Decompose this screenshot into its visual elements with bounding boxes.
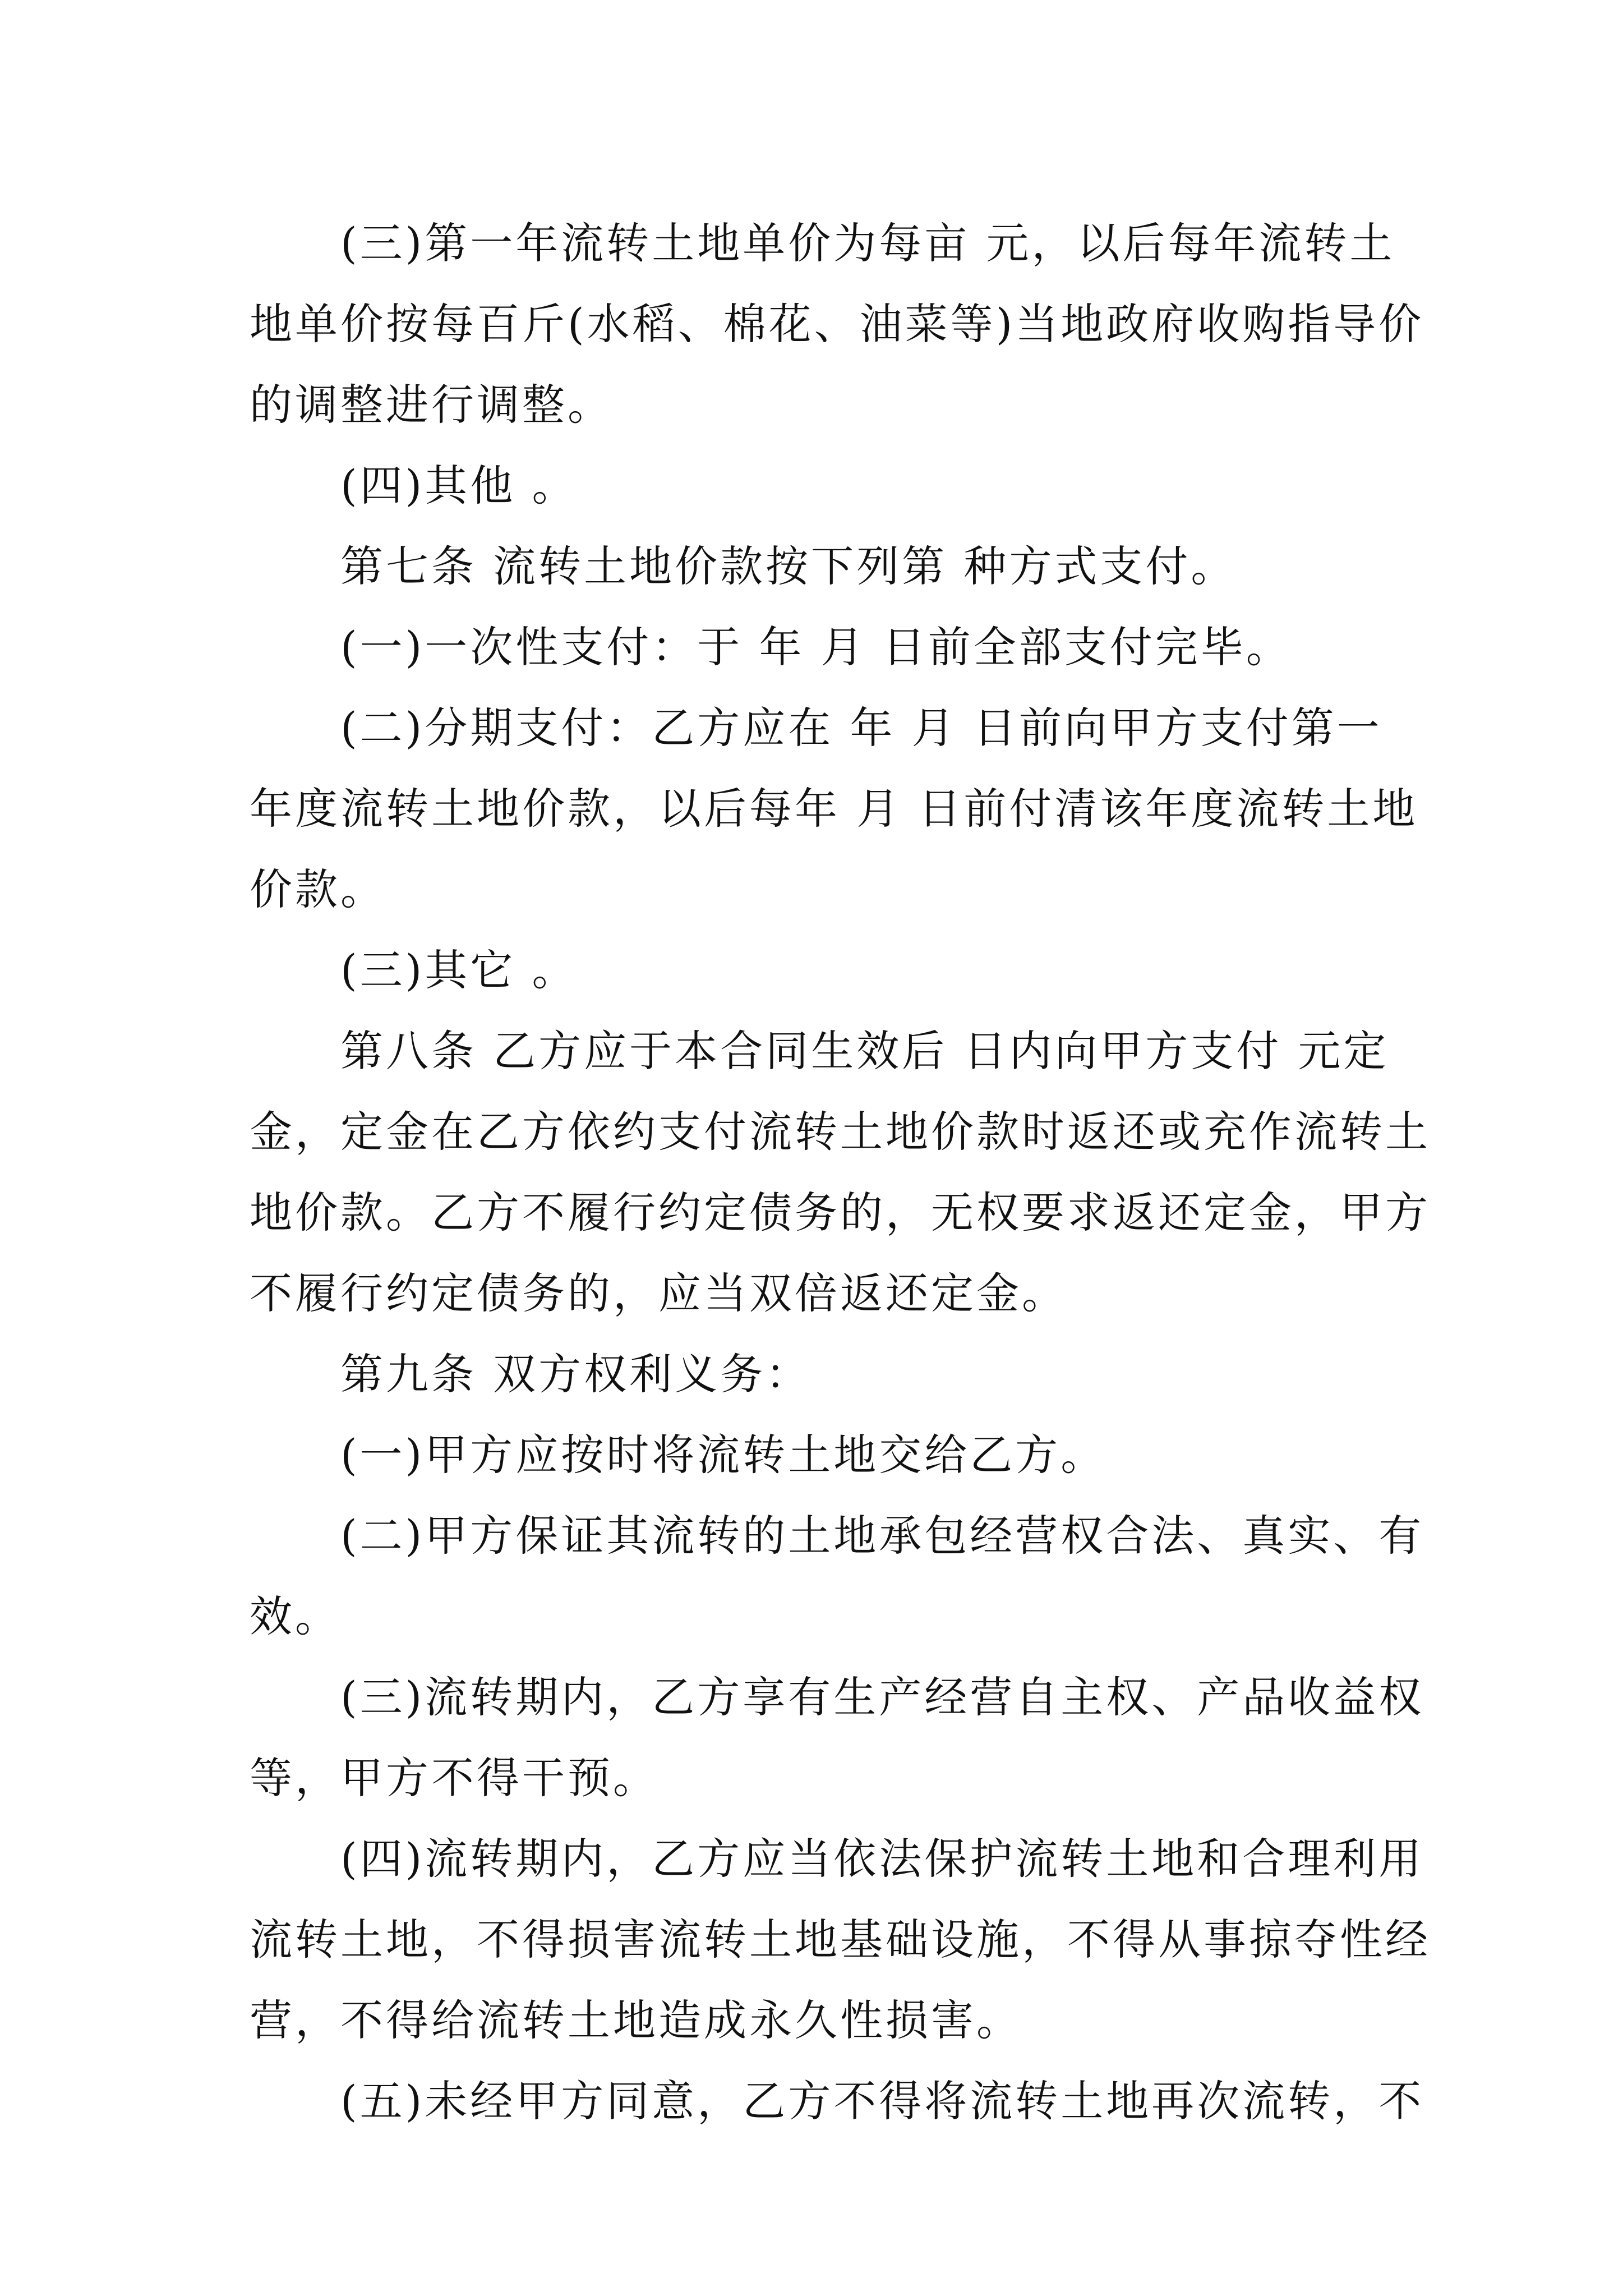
paragraph-right-3 — [250, 1657, 1424, 1819]
paragraph-unit-price — [250, 203, 1424, 445]
text-line: 地单价按每百斤(水稻、棉花、油菜等)当地政府收购指导价 — [250, 299, 1424, 349]
paragraph-other-3 — [250, 930, 1388, 1011]
text-line: 第八条 乙方应于本合同生效后 日内向甲方支付 元定 — [340, 1026, 1389, 1076]
text-line: (二)分期支付：乙方应在 年 月 日前向甲方支付第一 — [340, 703, 1382, 753]
text-line: (三)第一年流转土地单价为每亩 元，以后每年流转土 — [340, 218, 1395, 268]
text-line: (一)一次性支付：于 年 月 日前全部支付完毕。 — [340, 622, 1292, 672]
text-line: (四)其他 。 — [340, 461, 578, 510]
text-line: 流转土地，不得损害流转土地基础设施，不得从事掠夺性经 — [250, 1915, 1431, 1964]
text-line: 第九条 双方权利义务： — [340, 1349, 811, 1399]
text-line: (五)未经甲方同意，乙方不得将流转土地再次流转，不 — [340, 2076, 1424, 2126]
paragraph-other-4 — [250, 445, 1388, 526]
paragraph-right-5 — [250, 2061, 1424, 2142]
paragraph-right-1 — [250, 1415, 1388, 1496]
text-line: 营，不得给流转土地造成永久性损害。 — [250, 1995, 1022, 2045]
text-line: 等，甲方不得干预。 — [250, 1753, 658, 1803]
document-body — [250, 203, 1431, 2142]
text-line: 效。 — [250, 1591, 340, 1641]
text-line: (三)其它 。 — [340, 945, 578, 995]
paragraph-article-9 — [250, 1334, 1388, 1415]
text-line: (二)甲方保证其流转的土地承包经营权合法、真实、有 — [340, 1511, 1424, 1561]
text-line: 的调整进行调整。 — [250, 380, 613, 430]
paragraph-right-4 — [250, 1819, 1431, 2061]
paragraph-article-8 — [250, 1011, 1431, 1334]
text-line: 不履行约定债务的，应当双倍返还定金。 — [250, 1268, 1067, 1318]
paragraph-installment — [250, 688, 1418, 930]
text-line: 金，定金在乙方依约支付流转土地价款时返还或充作流转土 — [250, 1107, 1431, 1157]
paragraph-lump-sum — [250, 607, 1388, 688]
text-line: (三)流转期内，乙方享有生产经营自主权、产品收益权 — [340, 1672, 1424, 1722]
paragraph-article-7 — [250, 526, 1388, 607]
text-line: 第七条 流转土地价款按下列第 种方式支付。 — [340, 541, 1237, 591]
text-line: 年度流转土地价款，以后每年 月 日前付清该年度流转土地 — [250, 784, 1418, 834]
paragraph-right-2 — [250, 1496, 1424, 1657]
text-line: (四)流转期内，乙方应当依法保护流转土地和合理利用 — [340, 1834, 1424, 1884]
text-line: 地价款。乙方不履行约定债务的，无权要求返还定金，甲方 — [250, 1188, 1431, 1237]
text-line: 价款。 — [250, 864, 386, 914]
text-line: (一)甲方应按时将流转土地交给乙方。 — [340, 1430, 1106, 1480]
